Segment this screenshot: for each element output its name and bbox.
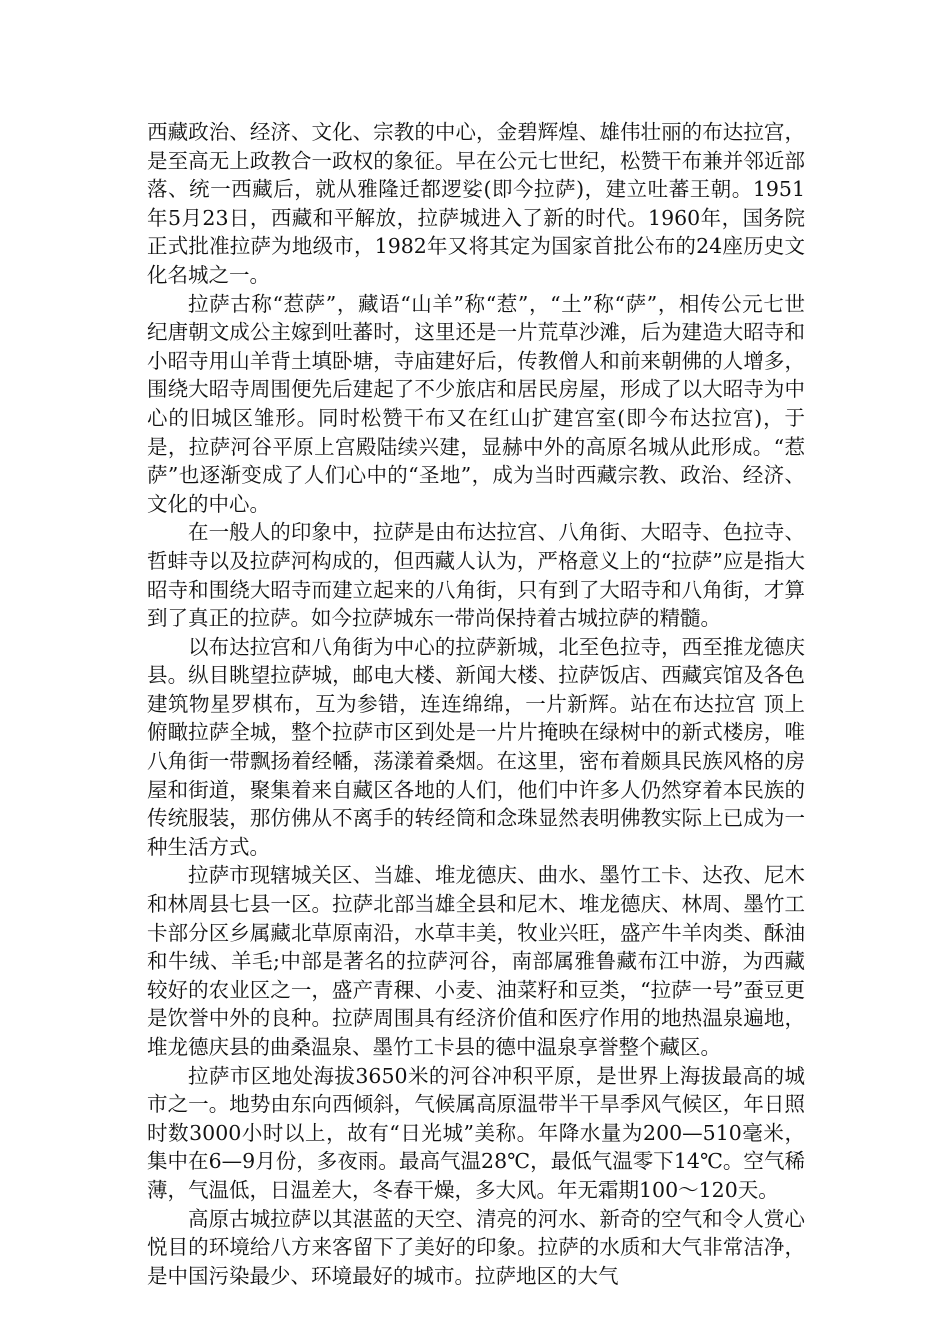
- paragraph-2: 拉萨古称“惹萨”，藏语“山羊”称“惹”，“土”称“萨”，相传公元七世纪唐朝文成公主嫁到吐蕃时，这里还是一片荒草沙滩，后为建造大昭寺和小昭寺用山羊背土填卧塘，寺庙建好后，传教僧人和前来朝佛的人增多，围绕大昭寺周围便先后建起了不少旅店和居民房屋，形成了以大昭寺为中心的旧城区雏形。同时松赞干布又在红山扩建宫室(即今布达拉宫)，于是，拉萨河谷平原上宫殿陆续兴建，显赫中外的高原名城从此形成。“惹萨”也逐渐变成了人们心中的“圣地”，成为当时西藏宗教、政治、经济、文化的中心。: [147, 291, 805, 516]
- paragraph-4: 以布达拉宫和八角街为中心的拉萨新城，北至色拉寺，西至推龙德庆县。纵目眺望拉萨城，邮电大楼、新闻大楼、拉萨饭店、西藏宾馆及各色建筑物星罗棋布，互为参错，连连绵绵，一片新辉。站在布达拉宫 顶上俯瞰拉萨全城，整个拉萨市区到处是一片片掩映在绿树中的新式楼房，唯八角街一带飘扬着经幡，荡漾着桑烟。在这里，密布着颇具民族风格的房屋和街道，聚集着来自藏区各地的人们，他们中许多人仍然穿着本民族的传统服装，那仿佛从不离手的转经筒和念珠显然表明佛教实际上已成为一种生活方式。: [147, 634, 805, 859]
- paragraph-1: 西藏政治、经济、文化、宗教的中心，金碧辉煌、雄伟壮丽的布达拉宫，是至高无上政教合一政权的象征。早在公元七世纪，松赞干布兼并邻近部落、统一西藏后，就从雅隆迁都逻娑(即今拉萨)，建立吐蕃王朝。1951年5月23日，西藏和平解放，拉萨城进入了新的时代。1960年，国务院正式批准拉萨为地级市，1982年又将其定为国家首批公布的24座历史文化名城之一。: [147, 120, 805, 287]
- paragraph-5: 拉萨市现辖城关区、当雄、堆龙德庆、曲水、墨竹工卡、达孜、尼木和林周县七县一区。拉萨北部当雄全县和尼木、堆龙德庆、林周、墨竹工卡部分区乡属藏北草原南沿，水草丰美，牧业兴旺，盛产牛羊肉类、酥油和牛绒、羊毛;中部是著名的拉萨河谷，南部属雅鲁藏布江中游，为西藏较好的农业区之一，盛产青稞、小麦、油菜籽和豆类，“拉萨一号”蚕豆更是饮誉中外的良种。拉萨周围具有经济价值和医疗作用的地热温泉遍地，堆龙德庆县的曲桑温泉、墨竹工卡县的德中温泉享誉整个藏区。: [147, 863, 805, 1059]
- paragraph-6: 拉萨市区地处海拔3650米的河谷冲积平原，是世界上海拔最高的城市之一。地势由东向西倾斜，气候属高原温带半干旱季风气候区，年日照时数3000小时以上，故有“日光城”美称。年降水量为200—510毫米，集中在6—9月份，多夜雨。最高气温28℃，最低气温零下14℃。空气稀薄，气温低，日温差大，冬春干燥，多大风。年无霜期100～120天。: [147, 1063, 805, 1202]
- paragraph-3: 在一般人的印象中，拉萨是由布达拉宫、八角街、大昭寺、色拉寺、哲蚌寺以及拉萨河构成的，但西藏人认为，严格意义上的“拉萨”应是指大昭寺和围绕大昭寺而建立起来的八角街，只有到了大昭寺和八角街，才算到了真正的拉萨。如今拉萨城东一带尚保持着古城拉萨的精髓。: [147, 520, 805, 631]
- paragraph-7: 高原古城拉萨以其湛蓝的天空、清亮的河水、新奇的空气和令人赏心悦目的环境给八方来客留下了美好的印象。拉萨的水质和大气非常洁净，是中国污染最少、环境最好的城市。拉萨地区的大气: [147, 1206, 805, 1288]
- document-body: [147, 118, 805, 1290]
